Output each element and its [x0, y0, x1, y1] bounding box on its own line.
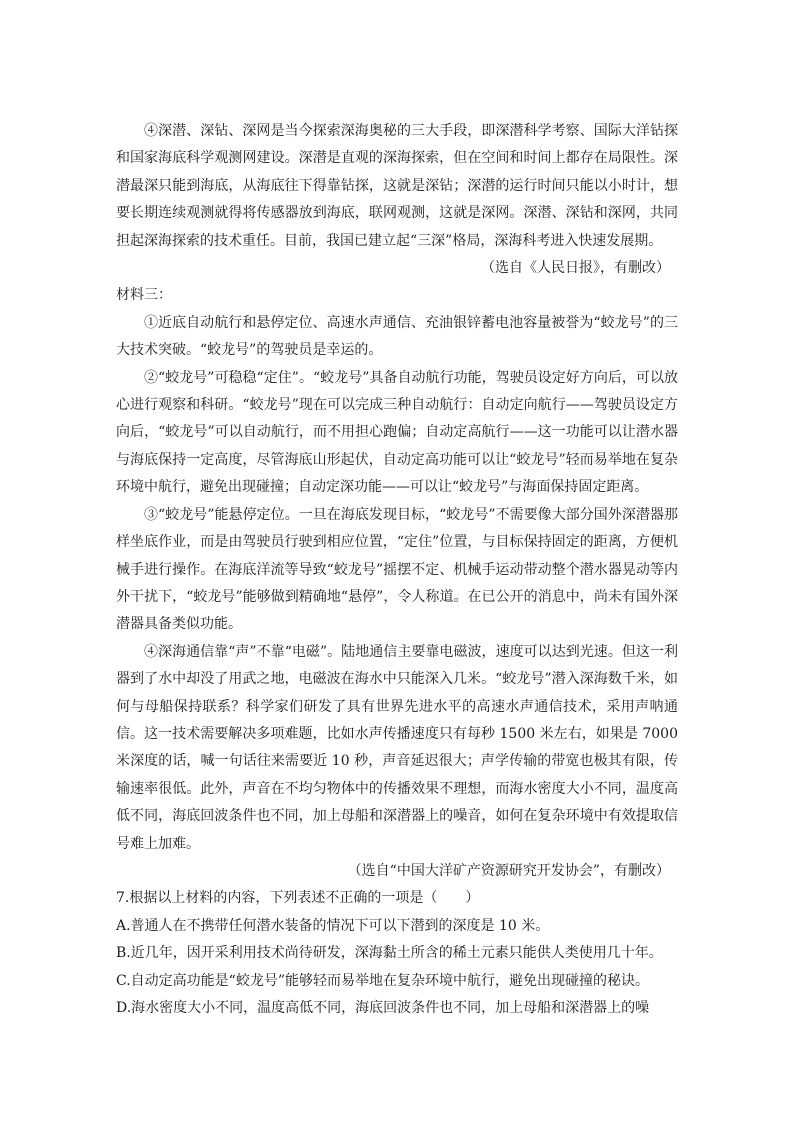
question-7-option-a: A.普通人在不携带任何潜水装备的情况下可以下潜到的深度是 10 米。: [116, 917, 550, 934]
material3-heading: 材料三：: [116, 287, 172, 304]
material3-paragraph-2: ②“蛟龙号”可稳稳“定住”。“蛟龙号”具备自动航行功能，驾驶员设定好方向后，可以放心进行观察和科研。“蛟龙号”现在可以完成三种自动航行：自动定向航行——驾驶员设定方向后，“蛟龙号”可以自动航行，而不用担心跑偏；自动定高航行——这一功能可以让潜水器与海底保持一定高度，尽管海底山形起伏，自动定高功能可以让“蛟龙号”轻而易举地在复杂环境中航行，避免出现碰撞；自动定深功能——可以让“蛟龙号”与海面保持固定距离。: [116, 369, 678, 496]
question-7-option-b: B.近几年，因开采利用技术尚待研发，深海黏土所含的稀土元素只能供人类使用几十年。: [116, 945, 663, 962]
question-7-option-d: D.海水密度大小不同，温度高低不同，海底回波条件也不同，加上母船和深潜器上的噪: [116, 1000, 650, 1016]
material2-paragraph-4: ④深潜、深钻、深网是当今探索深海奥秘的三大手段，即深潜科学考察、国际大洋钻探和国家海底科学观测网建设。深潜是直观的深海探索，但在空间和时间上都存在局限性。深潜最深只能到海底，从海底往下得靠钻探，这就是深钻；深潜的运行时间只能以小时计，想要长期连续观测就得将传感器放到海底，联网观测，这就是深网。深潜、深钻和深网，共同担起深海探索的技术重任。目前，我国已建立起“三深”格局，深海科考进入快速发展期。: [116, 123, 678, 249]
material3-paragraph-3: ③“蛟龙号”能悬停定位。一旦在海底发现目标，“蛟龙号”不需要像大部分国外深潜器那样坐底作业，而是由驾驶员行驶到相应位置，“定住”位置，与目标保持固定的距离，方便机械手进行操作。在海底洋流等导致“蛟龙号”摇摆不定、机械手运动带动整个潜水器晃动等内外干扰下，“蛟龙号”能够做到精确地“悬停”，令人称道。在已公开的消息中，尚未有国外深潜器具备类似功能。: [116, 506, 678, 633]
material2-source: （选自《人民日报》，有删改）: [481, 260, 670, 277]
material3-source: （选自“中国大洋矿产资源研究开发协会”，有删改）: [347, 862, 670, 879]
material3-paragraph-1: ①近底自动航行和悬停定位、高速水声通信、充油银锌蓄电池容量被誉为“蛟龙号”的三大技术突破。“蛟龙号”的驾驶员是幸运的。: [116, 314, 678, 359]
material3-paragraph-4: ④深海通信靠“声”不靠“电磁”。陆地通信主要靠电磁波，速度可以达到光速。但这一利器到了水中却没了用武之地，电磁波在海水中只能深入几米。“蛟龙号”潜入深海数千米，如何与母船保持联系？科学家们研发了具有世界先进水平的高速水声通信技术，采用声呐通信。这一技术需要解决多项难题，比如水声传播速度只有每秒 1500 米左右，如果是 7000 米深度的话，喊一句话往来需要近 10 秒，声音延迟很大；声学传输的带宽也极其有限，传输速率很低。此外，声音在不均匀物体中的传播效果不理想，而海水密度大小不同，温度高低不同，海底回波条件也不同，加上母船和深潜器上的噪音，如何在复杂环境中有效提取信号难上加难。: [116, 643, 678, 852]
document-page: [116, 118, 678, 1022]
question-7-option-c: C.自动定高功能是“蛟龙号”能够轻而易举地在复杂环境中航行，避免出现碰撞的秘诀。: [116, 972, 649, 989]
question-7-stem: 7.根据以上材料的内容，下列表述不正确的一项是（ ）: [116, 890, 480, 907]
